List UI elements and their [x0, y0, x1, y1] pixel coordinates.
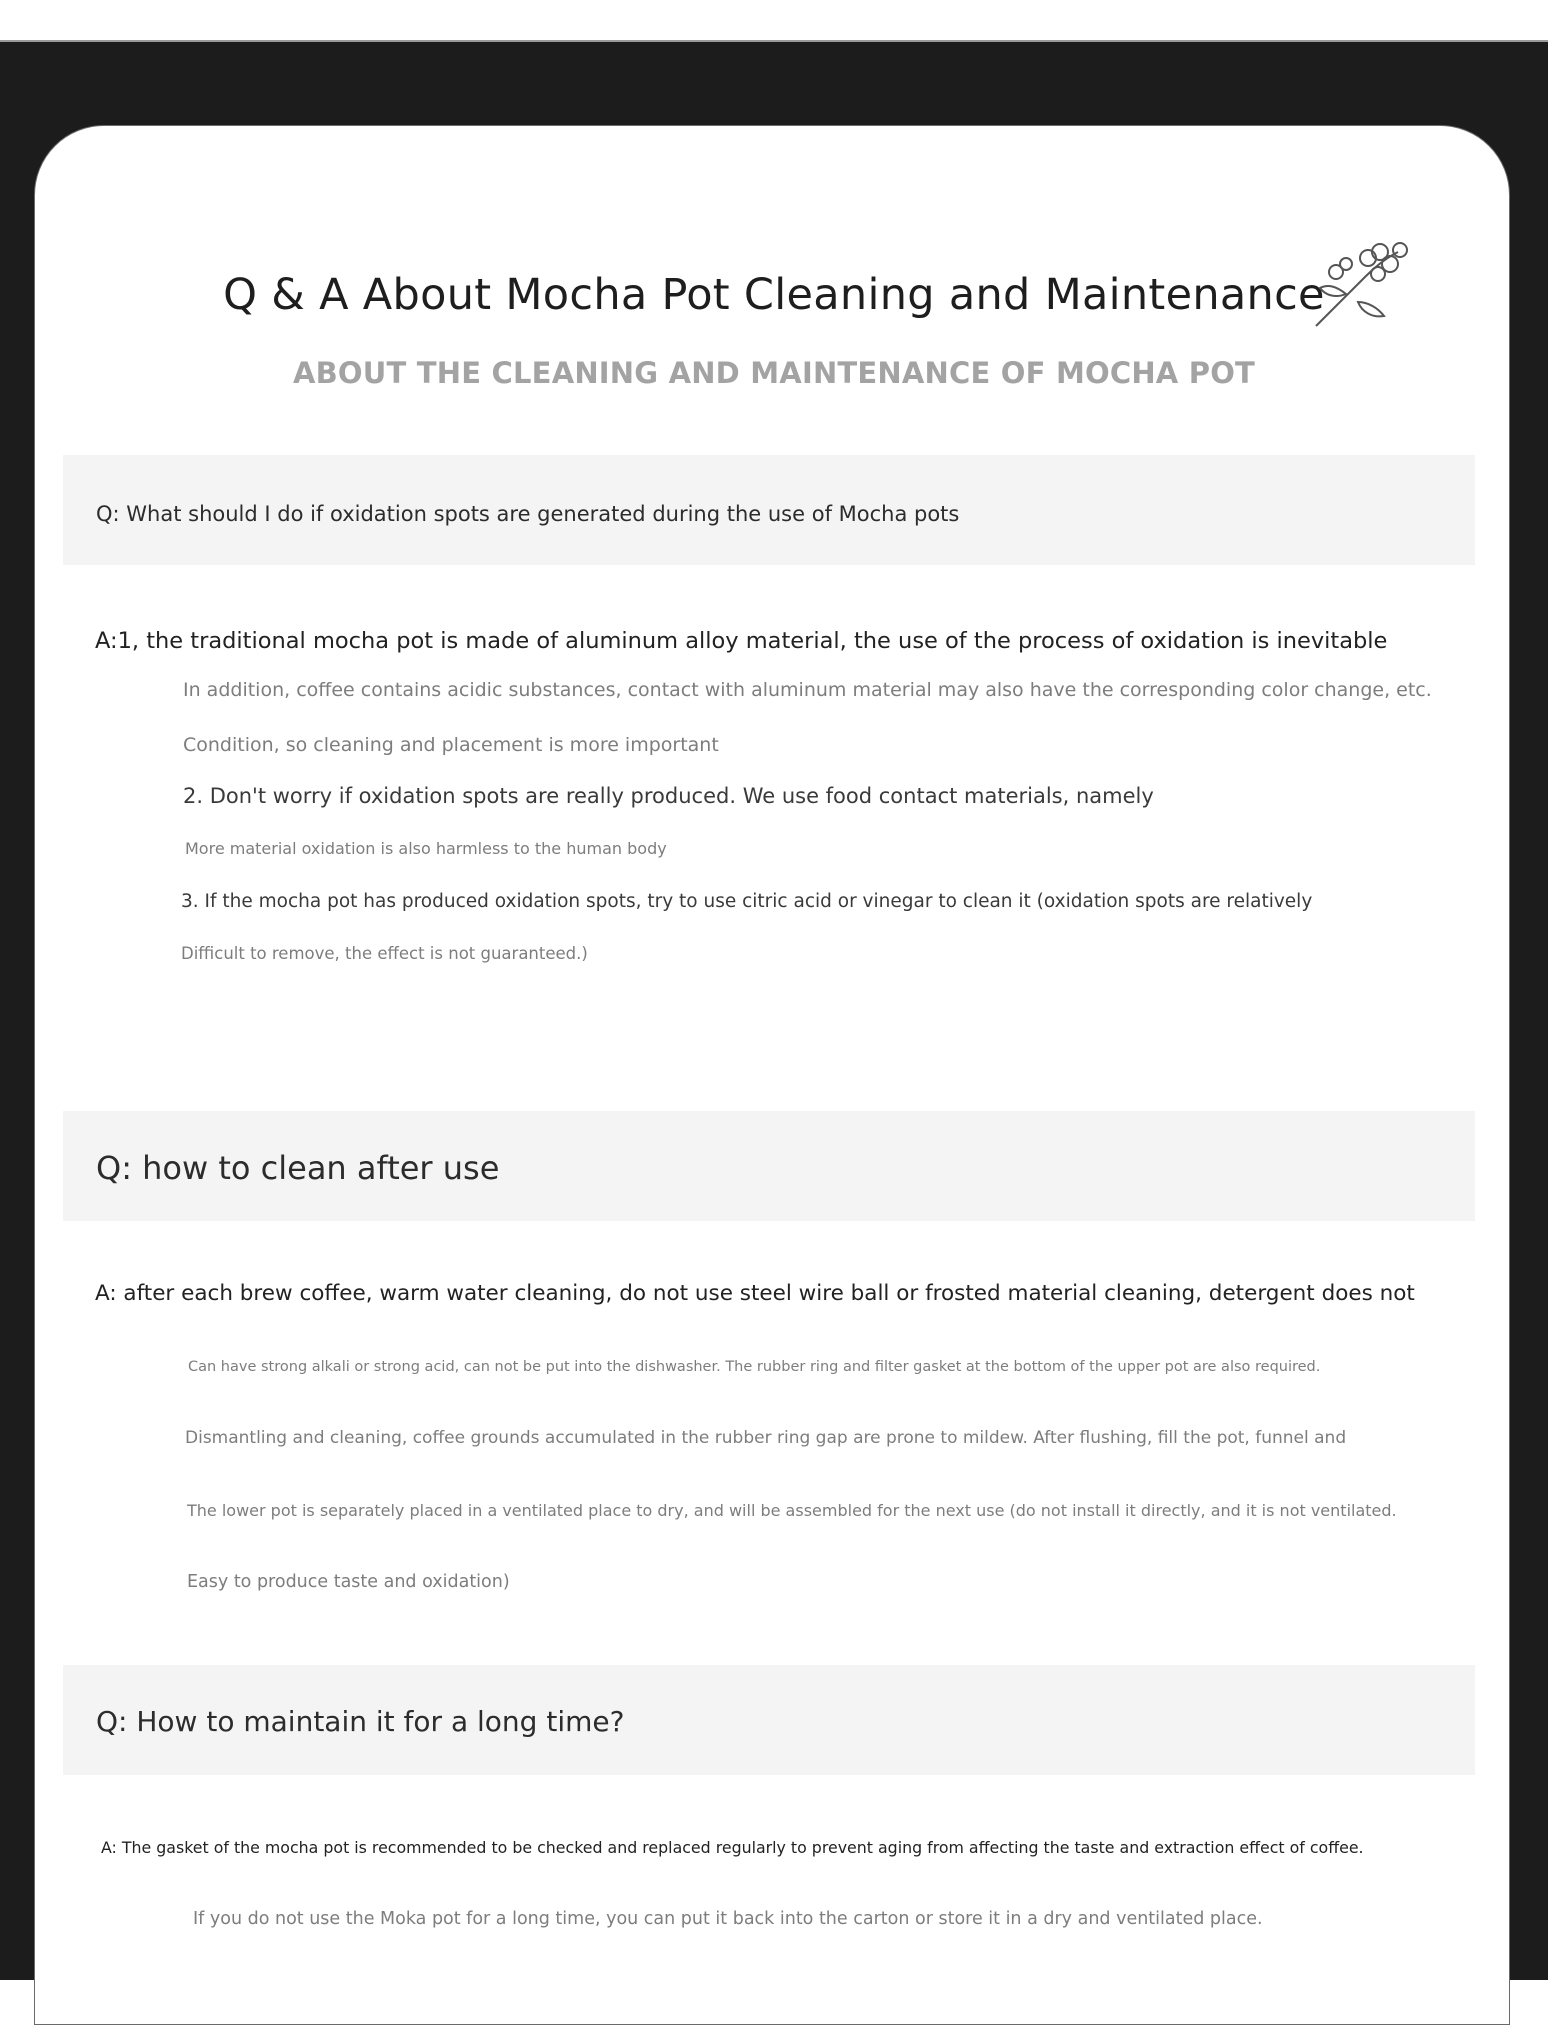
page-title: Q & A About Mocha Pot Cleaning and Maintenance: [223, 270, 1325, 320]
answer-1-line-3: Condition, so cleaning and placement is more important: [183, 734, 719, 756]
answer-2-line-4: The lower pot is separately placed in a ventilated place to dry, and will be assembled for the next use (do not install it directly, and it is not ventilated.: [187, 1501, 1397, 1520]
question-text-1: Q: What should I do if oxidation spots are generated during the use of Mocha pots: [96, 502, 960, 526]
answer-1-line-2: In addition, coffee contains acidic substances, contact with aluminum material may also have the corresponding color change, etc.: [183, 679, 1432, 701]
answer-1-line-5: More material oxidation is also harmless to the human body: [185, 839, 667, 858]
answer-1-line-6: 3. If the mocha pot has produced oxidation spots, try to use citric acid or vinegar to clean it (oxidation spots are relatively: [181, 891, 1313, 912]
answer-3-line-2: If you do not use the Moka pot for a long time, you can put it back into the carton or store it in a dry and ventilated place.: [193, 1909, 1263, 1929]
question-text-3: Q: How to maintain it for a long time?: [96, 1705, 625, 1738]
question-box-3: [63, 1665, 1475, 1775]
answer-1-line-4: 2. Don't worry if oxidation spots are really produced. We use food contact materials, namely: [183, 784, 1154, 808]
answer-2-line-5: Easy to produce taste and oxidation): [187, 1572, 510, 1592]
question-box-2: [63, 1111, 1475, 1221]
page-subtitle: ABOUT THE CLEANING AND MAINTENANCE OF MOCHA POT: [292, 356, 1256, 390]
answer-2-line-2: Can have strong alkali or strong acid, can not be put into the dishwasher. The rubber ring and filter gasket at the bottom of the upper pot are also required.: [188, 1359, 1321, 1375]
answer-2-line-3: Dismantling and cleaning, coffee grounds accumulated in the rubber ring gap are prone to mildew. After flushing, fill the pot, funnel and: [185, 1428, 1347, 1448]
question-text-2: Q: how to clean after use: [96, 1149, 500, 1187]
coffee-flower-icon: [1306, 236, 1414, 332]
answer-1-line-7: Difficult to remove, the effect is not guaranteed.): [181, 944, 588, 963]
answer-2-line-1: A: after each brew coffee, warm water cleaning, do not use steel wire ball or frosted material cleaning, detergent does not: [95, 1281, 1415, 1306]
question-box-1: [63, 455, 1475, 565]
answer-1-line-1: A:1, the traditional mocha pot is made of aluminum alloy material, the use of the process of oxidation is inevitable: [95, 628, 1388, 654]
answer-3-line-1: A: The gasket of the mocha pot is recommended to be checked and replaced regularly to prevent aging from affecting the taste and extraction effect of coffee.: [101, 1838, 1364, 1857]
